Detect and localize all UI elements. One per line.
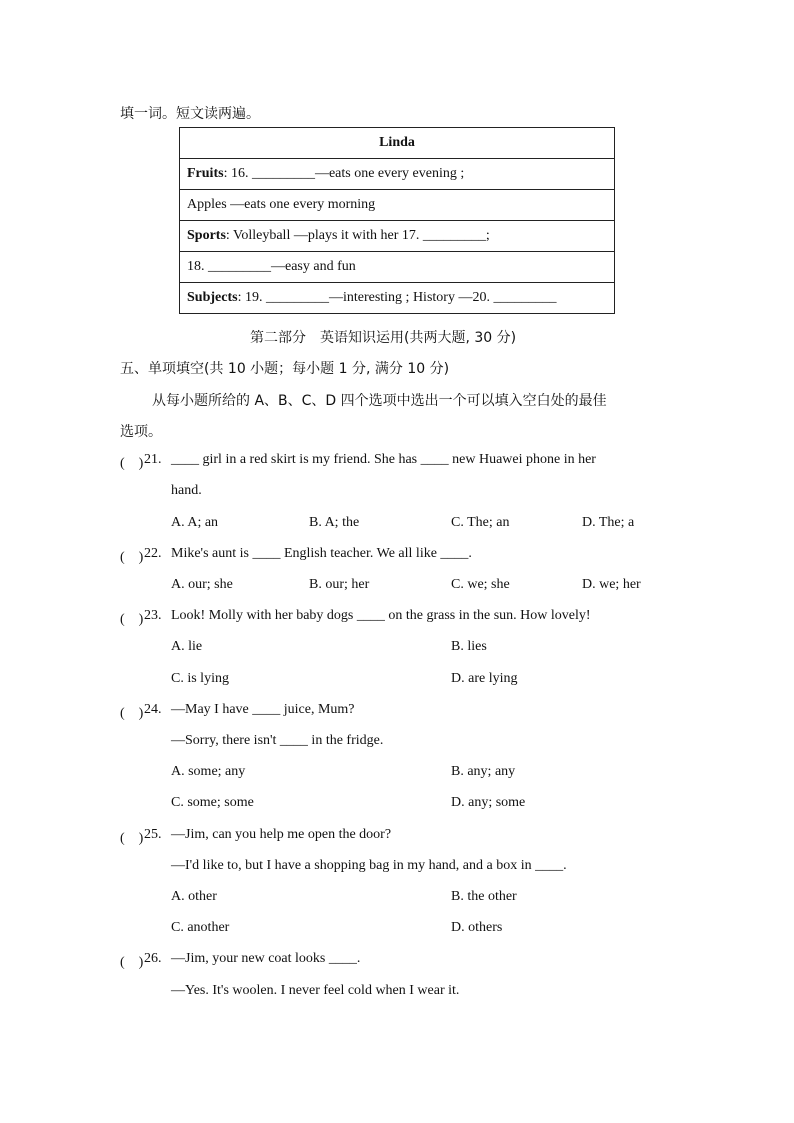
- question-number: 26.: [144, 951, 162, 966]
- option-b: B. A; the: [309, 515, 360, 530]
- table-row: [180, 221, 615, 252]
- question-number: 22.: [144, 546, 162, 561]
- question-text-cont: —I'd like to, but I have a shopping bag in my hand, and a box in ____.: [171, 858, 567, 873]
- question-number: 21.: [144, 452, 162, 467]
- option-d: D. we; her: [582, 577, 641, 592]
- option-d: D. are lying: [451, 671, 518, 686]
- question-text: Mike's aunt is ____ English teacher. We all like ____.: [171, 546, 472, 561]
- part2-heading: 第二部分 英语知识运用(共两大题, 30 分): [250, 330, 517, 346]
- question-text-cont: —Yes. It's woolen. I never feel cold when I wear it.: [171, 983, 460, 998]
- option-c: C. some; some: [171, 795, 254, 810]
- row-text: 18. _________—easy and fun: [187, 259, 356, 274]
- option-d: D. any; some: [451, 795, 526, 810]
- table-row: [180, 159, 615, 190]
- answer-blank: ( ): [120, 706, 144, 721]
- question-text-cont: —Sorry, there isn't ____ in the fridge.: [171, 733, 384, 748]
- table-row: [180, 252, 615, 283]
- table-cell: [180, 159, 615, 190]
- table-row: [180, 128, 615, 159]
- instruction-tail: 填一词。短文读两遍。: [120, 106, 260, 122]
- table-cell: [180, 190, 615, 221]
- table-cell: [180, 221, 615, 252]
- question-text: —Jim, your new coat looks ____.: [171, 951, 361, 966]
- section5-instruction-cont: 选项。: [120, 424, 162, 440]
- option-a: A. some; any: [171, 764, 246, 779]
- option-b: B. our; her: [309, 577, 370, 592]
- option-c: C. another: [171, 920, 230, 935]
- table-row: [180, 190, 615, 221]
- question-number: 24.: [144, 702, 162, 717]
- option-a: A. our; she: [171, 577, 233, 592]
- section5-instruction: 从每小题所给的 A、B、C、D 四个选项中选出一个可以填入空白处的最佳: [152, 393, 607, 409]
- row-text: : 16. _________—eats one every evening ;: [223, 166, 465, 181]
- option-d: D. others: [451, 920, 503, 935]
- option-b: B. lies: [451, 639, 487, 654]
- option-b: B. any; any: [451, 764, 516, 779]
- option-a: A. other: [171, 889, 217, 904]
- table-cell: [180, 283, 615, 314]
- option-c: C. The; an: [451, 515, 510, 530]
- row-label: Sports: [187, 228, 226, 243]
- row-text: : Volleyball —plays it with her 17. _________;: [225, 228, 490, 243]
- question-text: ____ girl in a red skirt is my friend. She has ____ new Huawei phone in her: [171, 452, 596, 467]
- question-text: Look! Molly with her baby dogs ____ on the grass in the sun. How lovely!: [171, 608, 591, 623]
- option-c: C. we; she: [451, 577, 510, 592]
- row-text: : 19. _________—interesting ; History —20. _________: [237, 290, 557, 305]
- option-c: C. is lying: [171, 671, 229, 686]
- answer-blank: ( ): [120, 612, 144, 627]
- answer-blank: ( ): [120, 831, 144, 846]
- option-b: B. the other: [451, 889, 517, 904]
- question-text-cont: hand.: [171, 483, 202, 498]
- question-text: —May I have ____ juice, Mum?: [171, 702, 355, 717]
- table-cell: [180, 252, 615, 283]
- question-number: 23.: [144, 608, 162, 623]
- question-text: —Jim, can you help me open the door?: [171, 827, 392, 842]
- row-text: Apples —eats one every morning: [187, 197, 376, 212]
- row-label: Fruits: [187, 166, 224, 181]
- answer-blank: ( ): [120, 456, 144, 471]
- answer-blank: ( ): [120, 955, 144, 970]
- info-table: [179, 127, 615, 314]
- answer-blank: ( ): [120, 550, 144, 565]
- option-a: A. A; an: [171, 515, 219, 530]
- table-row: [180, 283, 615, 314]
- row-label: Subjects: [187, 290, 238, 305]
- question-number: 25.: [144, 827, 162, 842]
- option-a: A. lie: [171, 639, 203, 654]
- option-d: D. The; a: [582, 515, 635, 530]
- table-title: Linda: [180, 128, 615, 159]
- section5-heading: 五、单项填空(共 10 小题；每小题 1 分, 满分 10 分): [120, 361, 450, 377]
